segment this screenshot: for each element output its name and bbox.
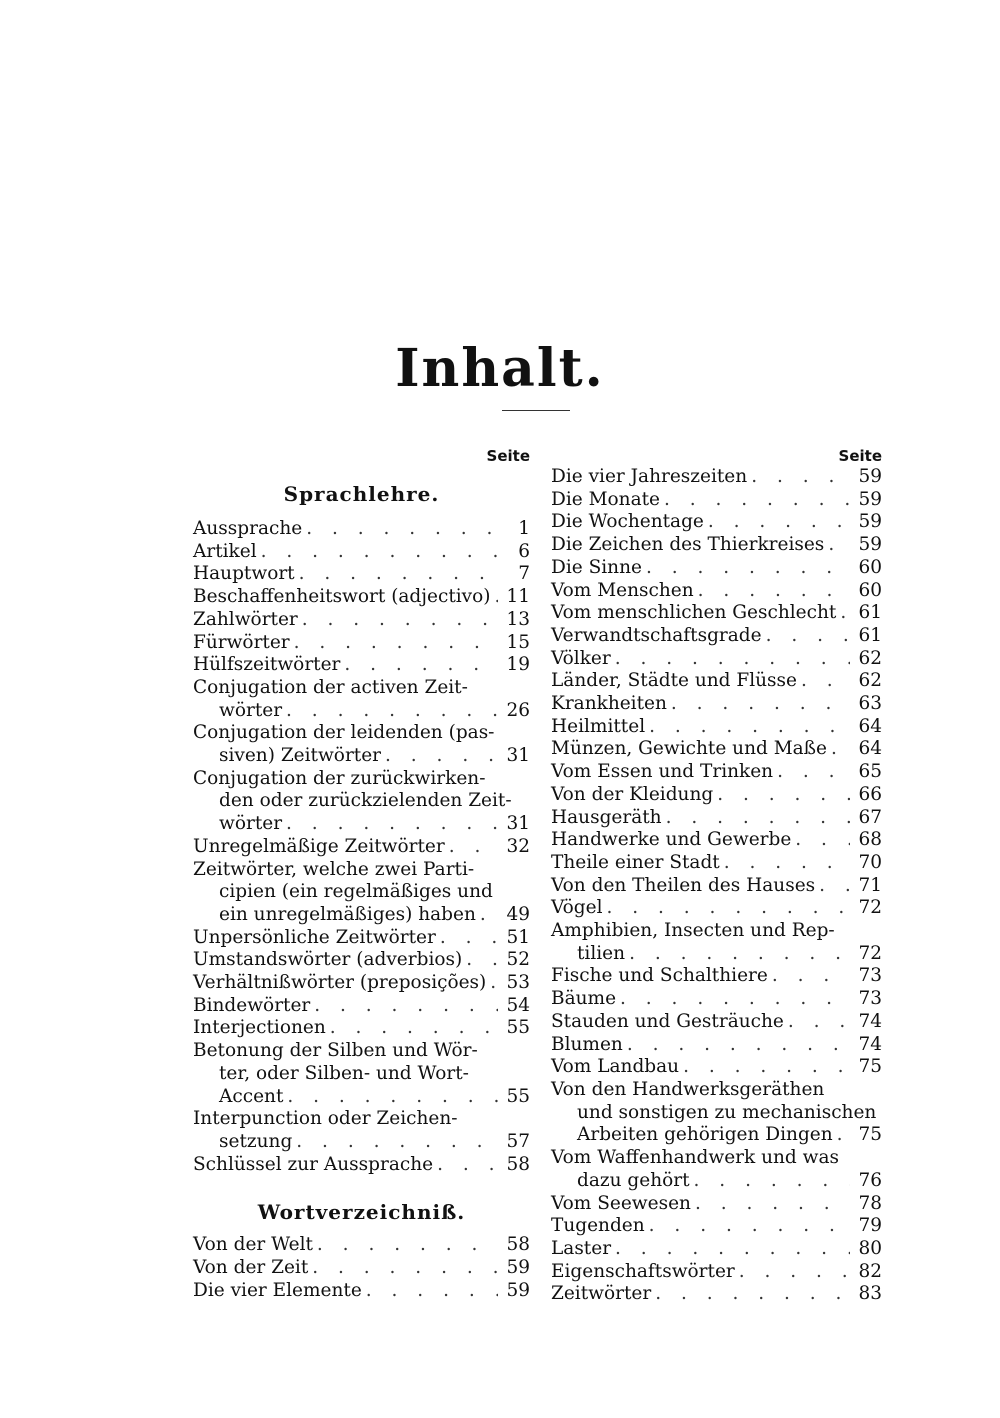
page-number: 72	[858, 897, 882, 919]
dot-leader	[344, 654, 498, 677]
toc-entry-line: Betonung der Silben und Wör-	[193, 1040, 478, 1062]
toc-left-column	[193, 446, 530, 1303]
page-number: 53	[506, 972, 530, 994]
dot-leader	[299, 563, 498, 586]
dot-leader	[831, 738, 850, 761]
toc-entry-line: Aussprache	[193, 518, 303, 539]
toc-entry	[193, 949, 530, 972]
dot-leader	[615, 1238, 850, 1261]
page-number: 26	[506, 699, 530, 721]
page-number: 75	[858, 1124, 882, 1146]
toc-entry	[193, 1108, 530, 1153]
dot-leader	[314, 995, 498, 1018]
toc-entry-line: Vom Waffenhandwerk und was	[551, 1147, 839, 1169]
toc-entry-line: Accent	[219, 1085, 284, 1107]
toc-entry	[551, 511, 882, 534]
toc-right-body	[551, 466, 882, 1306]
toc-entry	[193, 541, 530, 564]
page-number: 71	[858, 874, 882, 896]
toc-entry	[551, 625, 882, 648]
dot-leader	[302, 609, 498, 632]
page-number: 78	[858, 1192, 882, 1214]
toc-right-column	[551, 446, 882, 1306]
dot-leader	[615, 648, 850, 671]
seite-header-right: Seite	[838, 447, 882, 465]
toc-entry-line: Unregelmäßige Zeitwörter	[193, 835, 445, 857]
page-number: 72	[858, 942, 882, 964]
toc-entry	[193, 722, 530, 767]
dot-leader	[440, 927, 498, 950]
dot-leader	[646, 557, 850, 580]
toc-entry	[551, 1193, 882, 1216]
page-number: 62	[858, 670, 882, 692]
toc-entry-line: Umstandswörter (adverbios)	[193, 949, 463, 971]
toc-entry	[193, 1040, 530, 1108]
toc-entry	[551, 534, 882, 557]
toc-entry	[193, 563, 530, 586]
toc-entry	[193, 836, 530, 859]
toc-entry	[193, 1257, 530, 1280]
toc-entry-line: Länder, Städte und Flüsse	[551, 670, 797, 692]
toc-entry	[193, 518, 530, 541]
dot-leader	[296, 1131, 498, 1154]
dot-leader	[828, 534, 850, 557]
dot-leader	[840, 602, 850, 625]
toc-entry-line: Zeitwörter, welche zwei Parti-	[193, 858, 475, 880]
dot-leader	[627, 1034, 850, 1057]
toc-entry-line: Völker	[551, 647, 611, 669]
toc-entry-line: Theile einer Stadt	[551, 851, 720, 873]
toc-entry-line: ter, oder Silben- und Wort-	[219, 1062, 469, 1084]
dot-leader	[312, 1257, 498, 1280]
toc-entry-line: ein unregelmäßiges) haben	[219, 903, 476, 925]
toc-entry	[551, 738, 882, 761]
toc-entry-line: Die Monate	[551, 488, 660, 510]
toc-entry	[193, 609, 530, 632]
toc-entry-line: Hülfszeitwörter	[193, 654, 341, 676]
page-number: 59	[858, 488, 882, 510]
toc-entry	[193, 654, 530, 677]
page-number: 55	[506, 1085, 530, 1107]
toc-entry-line: Unpersönliche Zeitwörter	[193, 926, 436, 948]
dot-leader	[385, 745, 498, 768]
page-title: Inhalt.	[395, 338, 605, 399]
dot-leader	[777, 761, 850, 784]
toc-entry-line: Münzen, Gewichte und Maße	[551, 738, 827, 760]
dot-leader	[655, 1283, 850, 1306]
page-number: 59	[506, 1279, 530, 1301]
toc-entry	[551, 580, 882, 603]
toc-entry-line: Die vier Elemente	[193, 1279, 362, 1301]
toc-entry	[193, 972, 530, 995]
toc-entry	[551, 829, 882, 852]
toc-entry-line: Von den Handwerksgeräthen	[551, 1078, 825, 1100]
dot-leader	[671, 693, 850, 716]
toc-entry	[551, 852, 882, 875]
toc-entry	[551, 784, 882, 807]
toc-entry	[551, 670, 882, 693]
toc-entry	[193, 677, 530, 722]
toc-entry-line: Verwandtschaftsgrade	[551, 624, 762, 646]
page-number: 75	[858, 1056, 882, 1078]
toc-entry-line: Conjugation der leidenden (pas-	[193, 722, 495, 744]
dot-leader	[724, 852, 850, 875]
dot-leader	[494, 586, 498, 609]
toc-entry-line: Conjugation der zurückwirken-	[193, 767, 486, 789]
toc-entry-line: Die Wochentage	[551, 511, 704, 533]
page-number: 11	[506, 586, 530, 608]
toc-entry-line: Bindewörter	[193, 994, 311, 1016]
toc-entry	[551, 1147, 882, 1192]
toc-entry	[193, 632, 530, 655]
toc-entry-line: Handwerke und Gewerbe	[551, 829, 792, 851]
toc-entry-line: Fische und Schalthiere	[551, 965, 768, 987]
dot-leader	[766, 625, 850, 648]
dot-leader	[837, 1124, 850, 1147]
toc-entry-line: wörter	[219, 699, 283, 721]
toc-entry	[551, 1215, 882, 1238]
toc-entry	[551, 716, 882, 739]
toc-entry	[193, 859, 530, 927]
toc-entry-line: tilien	[577, 942, 626, 964]
dot-leader	[664, 489, 850, 512]
page-number: 68	[858, 829, 882, 851]
title-divider	[502, 410, 570, 411]
page-number: 52	[506, 949, 530, 971]
dot-leader	[306, 518, 498, 541]
page-number: 6	[518, 540, 530, 562]
page-number: 60	[858, 556, 882, 578]
toc-entry-line: Amphibien, Insecten und Rep-	[551, 920, 835, 942]
page-number: 31	[506, 813, 530, 835]
dot-leader	[317, 1234, 498, 1257]
dot-leader	[649, 716, 850, 739]
dot-leader	[683, 1056, 850, 1079]
dot-leader	[261, 541, 498, 564]
toc-entry	[551, 466, 882, 489]
page-number: 7	[518, 563, 530, 585]
dot-leader	[294, 632, 498, 655]
toc-entry	[551, 489, 882, 512]
toc-entry	[551, 602, 882, 625]
dot-leader	[437, 1154, 498, 1177]
toc-entry	[193, 1234, 530, 1257]
dot-leader	[698, 580, 850, 603]
toc-entry-line: Stauden und Gesträuche	[551, 1010, 784, 1032]
toc-entry-line: Blumen	[551, 1033, 623, 1055]
page-number: 61	[858, 602, 882, 624]
toc-entry-line: den oder zurückzielenden Zeit-	[219, 790, 512, 812]
page-number: 63	[858, 693, 882, 715]
page-number: 64	[858, 715, 882, 737]
dot-leader	[366, 1280, 498, 1303]
dot-leader	[466, 949, 498, 972]
page-number: 61	[858, 624, 882, 646]
toc-entry-line: siven) Zeitwörter	[219, 745, 382, 767]
page-number: 59	[858, 466, 882, 487]
page-number: 60	[858, 579, 882, 601]
toc-entry	[551, 1011, 882, 1034]
toc-entry-line: Zeitwörter	[551, 1283, 652, 1305]
toc-entry-line: Von den Theilen des Hauses	[551, 874, 816, 896]
toc-entry-line: Beschaffenheitswort (adjectivo)	[193, 586, 491, 608]
toc-entry-line: Von der Zeit	[193, 1257, 309, 1279]
page-number: 15	[506, 631, 530, 653]
page-number: 13	[506, 608, 530, 630]
toc-entry	[551, 965, 882, 988]
dot-leader	[449, 836, 498, 859]
toc-entry-line: Vom Essen und Trinken	[551, 761, 774, 783]
dot-leader	[772, 965, 850, 988]
page-number: 74	[858, 1033, 882, 1055]
page-number: 65	[858, 761, 882, 783]
toc-entry	[551, 1283, 882, 1306]
page-number: 73	[858, 988, 882, 1010]
page-number: 57	[506, 1130, 530, 1152]
page-number: 59	[506, 1257, 530, 1279]
toc-entry	[193, 1017, 530, 1040]
dot-leader	[801, 670, 850, 693]
toc-entry	[193, 995, 530, 1018]
toc-entry-line: und sonstigen zu mechanischen	[577, 1101, 877, 1123]
toc-entry-line: cipien (ein regelmäßiges und	[219, 881, 493, 903]
page-number: 1	[518, 518, 530, 539]
page-number: 59	[858, 534, 882, 556]
page-number: 79	[858, 1215, 882, 1237]
dot-leader	[649, 1215, 850, 1238]
toc-entry-line: Conjugation der activen Zeit-	[193, 676, 468, 698]
dot-leader	[607, 897, 850, 920]
toc-entry-line: Vom Seewesen	[551, 1192, 691, 1214]
page-number: 32	[506, 835, 530, 857]
toc-entry-line: Krankheiten	[551, 693, 667, 715]
dot-leader	[629, 943, 850, 966]
page-number: 66	[858, 783, 882, 805]
page-number: 74	[858, 1010, 882, 1032]
toc-left-body	[193, 482, 530, 1303]
toc-entry-line: Vom Menschen	[551, 579, 694, 601]
toc-entry-line: Interpunction oder Zeichen-	[193, 1108, 458, 1130]
dot-leader	[330, 1017, 498, 1040]
seite-header-left: Seite	[486, 447, 530, 465]
toc-entry	[551, 1034, 882, 1057]
toc-entry-line: Hausgeräth	[551, 806, 662, 828]
toc-entry	[551, 761, 882, 784]
dot-leader	[480, 904, 498, 927]
dot-leader	[620, 988, 850, 1011]
toc-entry-line: Artikel	[193, 540, 257, 562]
toc-entry	[551, 920, 882, 965]
page-number: 76	[858, 1169, 882, 1191]
dot-leader	[287, 1086, 498, 1109]
dot-leader	[708, 511, 850, 534]
toc-entry	[551, 807, 882, 830]
toc-entry-line: Vögel	[551, 897, 603, 919]
page-number: 51	[506, 926, 530, 948]
dot-leader	[751, 466, 850, 489]
dot-leader	[490, 972, 498, 995]
page-number: 62	[858, 647, 882, 669]
toc-entry-line: Die Zeichen des Thierkreises	[551, 534, 825, 556]
toc-entry-line: Interjectionen	[193, 1017, 326, 1039]
toc-entry	[193, 927, 530, 950]
toc-entry-line: Von der Welt	[193, 1234, 313, 1256]
dot-leader	[286, 813, 498, 836]
page-number: 73	[858, 965, 882, 987]
page-number: 59	[858, 511, 882, 533]
toc-entry	[193, 768, 530, 836]
toc-entry	[551, 1238, 882, 1261]
toc-entry-line: Zahlwörter	[193, 608, 298, 630]
page-number: 82	[858, 1260, 882, 1282]
toc-entry	[551, 897, 882, 920]
page-number: 70	[858, 851, 882, 873]
toc-entry-line: Verhältnißwörter (preposições)	[193, 972, 487, 994]
toc-entry	[193, 586, 530, 609]
toc-entry-line: Die Sinne	[551, 556, 642, 578]
toc-entry-line: setzung	[219, 1130, 293, 1152]
toc-entry-line: Tugenden	[551, 1215, 645, 1237]
dot-leader	[819, 875, 850, 898]
page-number: 31	[506, 745, 530, 767]
toc-entry-line: dazu gehört	[577, 1169, 690, 1191]
page-number: 64	[858, 738, 882, 760]
dot-leader	[739, 1261, 850, 1284]
toc-entry	[193, 1280, 530, 1303]
toc-entry	[551, 1079, 882, 1147]
toc-entry-line: Von der Kleidung	[551, 783, 714, 805]
toc-entry-line: Heilmittel	[551, 715, 646, 737]
page-number: 67	[858, 806, 882, 828]
toc-entry	[551, 648, 882, 671]
toc-entry-line: Arbeiten gehörigen Dingen	[577, 1124, 833, 1146]
toc-entry	[551, 693, 882, 716]
section-heading: Wortverzeichniß.	[257, 1200, 466, 1225]
toc-entry-line: Laster	[551, 1237, 612, 1259]
toc-entry	[551, 875, 882, 898]
dot-leader	[694, 1170, 850, 1193]
dot-leader	[695, 1193, 850, 1216]
page-number: 58	[506, 1153, 530, 1175]
page-number: 58	[506, 1234, 530, 1256]
dot-leader	[286, 700, 498, 723]
page-number: 83	[858, 1283, 882, 1305]
page-number: 55	[506, 1017, 530, 1039]
page-number: 80	[858, 1237, 882, 1259]
toc-entry-line: Eigenschaftswörter	[551, 1260, 735, 1282]
toc-entry	[551, 988, 882, 1011]
toc-entry	[551, 557, 882, 580]
toc-entry-line: Bäume	[551, 988, 617, 1010]
toc-entry-line: Vom Landbau	[551, 1056, 680, 1078]
page-number: 19	[506, 654, 530, 676]
toc-entry-line: Hauptwort	[193, 563, 295, 585]
toc-entry	[193, 1154, 530, 1177]
dot-leader	[788, 1011, 850, 1034]
toc-entry-line: Die vier Jahreszeiten	[551, 466, 748, 487]
page-number: 54	[506, 994, 530, 1016]
toc-entry-line: wörter	[219, 813, 283, 835]
dot-leader	[666, 807, 850, 830]
toc-entry-line: Schlüssel zur Aussprache	[193, 1153, 434, 1175]
toc-entry	[551, 1056, 882, 1079]
toc-entry	[551, 1261, 882, 1284]
toc-entry-line: Vom menschlichen Geschlecht	[551, 602, 837, 624]
dot-leader	[795, 829, 850, 852]
toc-entry-line: Fürwörter	[193, 631, 290, 653]
section-heading: Sprachlehre.	[283, 482, 440, 506]
page-number: 49	[506, 903, 530, 925]
dot-leader	[717, 784, 850, 807]
